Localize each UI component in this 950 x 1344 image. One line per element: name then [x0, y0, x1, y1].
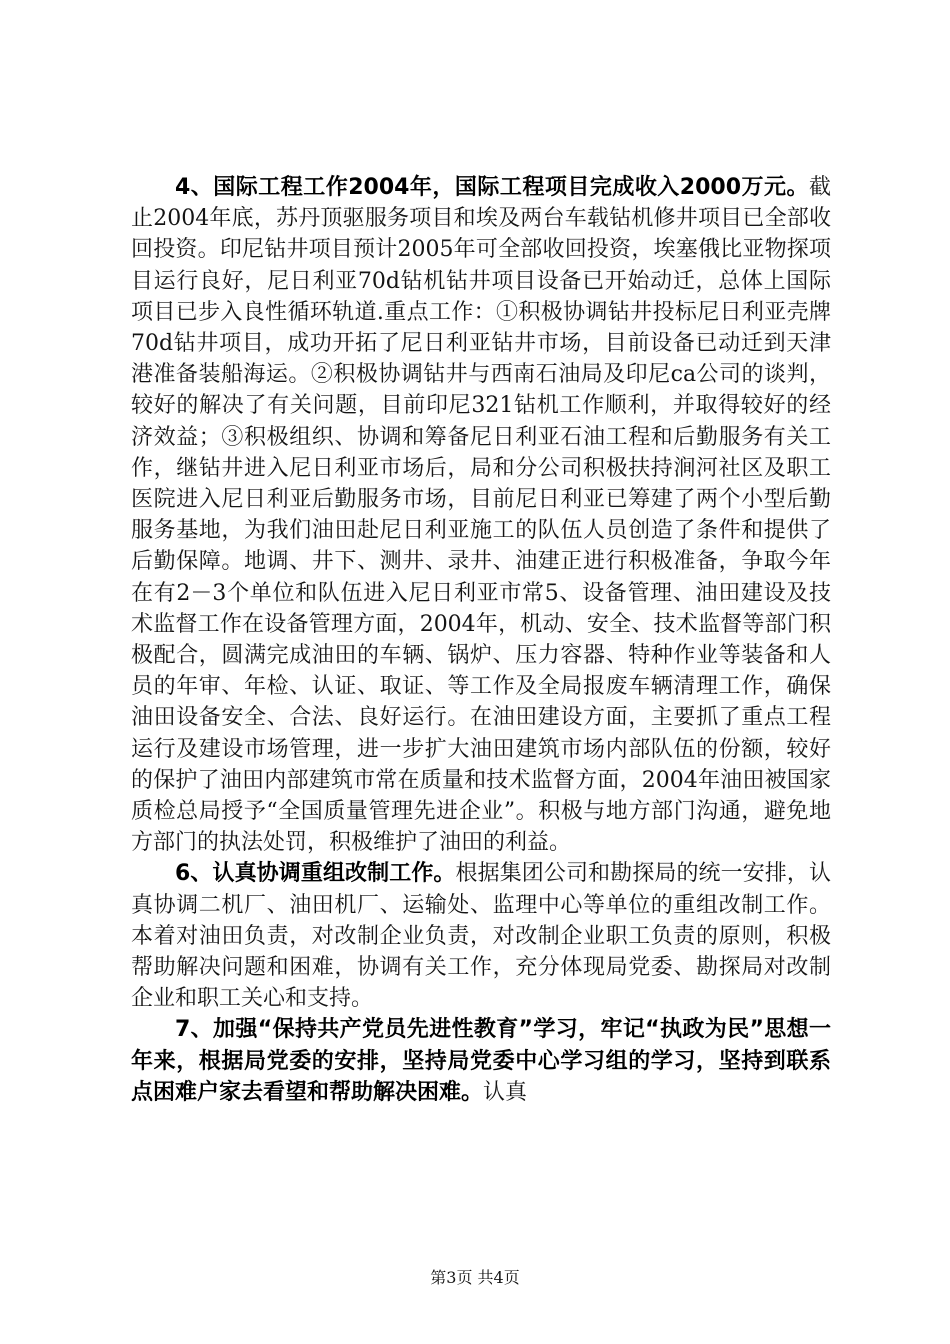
paragraph-restructuring — [131, 858, 831, 1014]
paragraph-lead: 6、认真协调重组改制工作。 — [175, 861, 456, 887]
paragraph-party-education — [131, 1014, 831, 1108]
paragraph-text: 截止2004年底，苏丹顶驱服务项目和埃及两台车载钻机修井项目已全部收回投资。印尼钻井项目预计2005年可全部收回投资，埃塞俄比亚物探项目运行良好，尼日利亚70d钻机钻井项目设备已开始动迁，总体上国际项目已步入良性循环轨道.重点工作：①积极协调钻井投标尼日利亚壳牌70d钻井项目，成功开拓了尼日利亚钻井市场，目前设备已动迁到天津港准备装船海运。②积极协调钻井与西南石油局及印尼ca公司的谈判，较好的解决了有关问题，目前印尼321钻机工作顺利，并取得较好的经济效益；③积极组织、协调和筹备尼日利亚石油工程和后勤服务有关工作，继钻井进入尼日利亚市场后，局和分公司积极扶持涧河社区及职工医院进入尼日利亚后勤服务市场，目前尼日利亚已筹建了两个小型后勤服务基地，为我们油田赴尼日利亚施工的队伍人员创造了条件和提供了后勤保障。地调、井下、测井、录井、油建正进行积极准备，争取今年在有2－3个单位和队伍进入尼日利亚市常5、设备管理、油田建设及技术监督工作在设备管理方面，2004年，机动、安全、技术监督等部门积极配合，圆满完成油田的车辆、锅炉、压力容器、特种作业等装备和人员的年审、年检、认证、取证、等工作及全局报废车辆清理工作，确保油田设备安全、合法、良好运行。在油田建设方面，主要抓了重点工程运行及建设市场管理，进一步扩大油田建筑市场内部队伍的份额，较好的保护了油田内部建筑市常在质量和技术监督方面，2004年油田被国家质检总局授予“全国质量管理先进企业”。积极与地方部门沟通，避免地方部门的执法处罚，积极维护了油田的利益。 — [131, 175, 831, 856]
paragraph-international-engineering — [131, 172, 831, 858]
document-body — [131, 172, 831, 1108]
paragraph-text: 认真 — [483, 1079, 528, 1105]
paragraph-text: 根据集团公司和勘探局的统一安排，认真协调二机厂、油田机厂、运输处、监理中心等单位的重组改制工作。本着对油田负责，对改制企业负责，对改制企业职工负责的原则，积极帮助解决问题和困难，协调有关工作，充分体现局党委、勘探局对改制企业和职工关心和支持。 — [131, 861, 831, 1012]
page-number: 第3页 共4页 — [430, 1268, 520, 1287]
paragraph-lead: 4、国际工程工作2004年，国际工程项目完成收入2000万元。 — [175, 175, 809, 200]
paragraph-lead: 7、加强“保持共产党员先进性教育”学习，牢记“执政为民”思想一年来，根据局党委的安排，坚持局党委中心学习组的学习，坚持到联系点困难户家去看望和帮助解决困难。 — [131, 1017, 831, 1105]
page-footer — [0, 1265, 950, 1288]
